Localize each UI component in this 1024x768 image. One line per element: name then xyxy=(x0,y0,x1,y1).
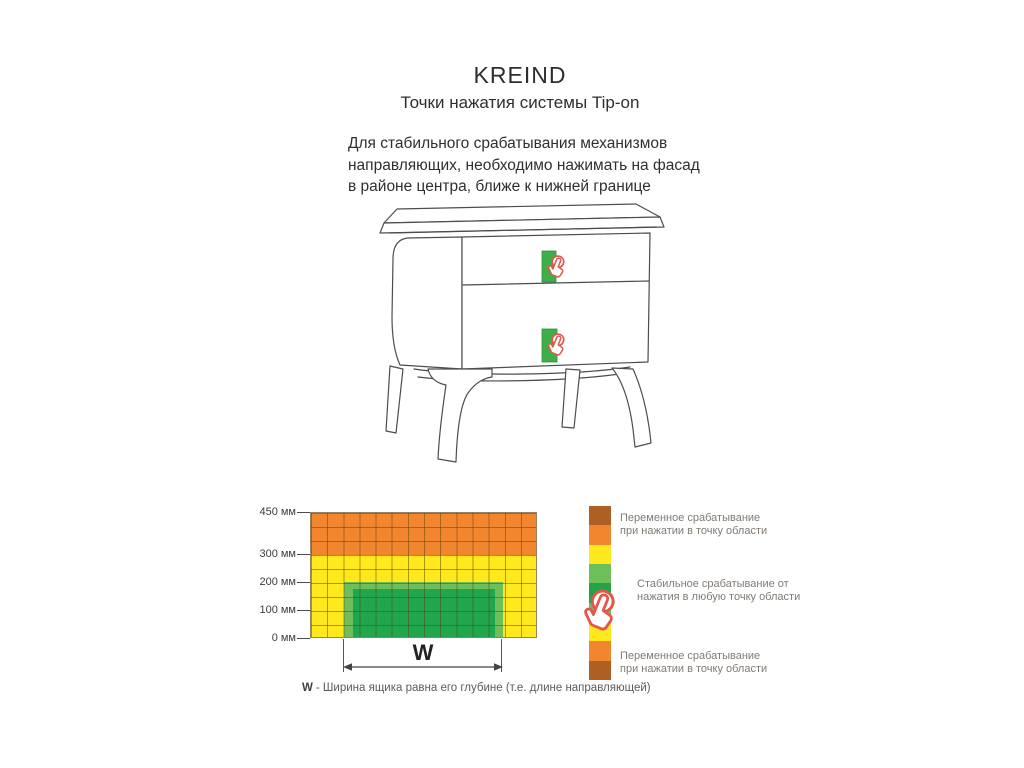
y-tick-100: 100 мм xyxy=(259,604,296,616)
grid-lines xyxy=(311,513,536,637)
tick-mark xyxy=(297,610,310,611)
tick-mark xyxy=(297,554,310,555)
y-tick-200: 200 мм xyxy=(259,576,296,588)
y-tick-0: 0 мм xyxy=(271,632,296,644)
y-tick-300: 300 мм xyxy=(259,548,296,560)
brand-title: KREIND xyxy=(473,62,567,88)
footnote-text: - Ширина ящика равна его глубине (т.е. длине направляющей) xyxy=(315,682,651,694)
legend-swatch xyxy=(589,641,611,660)
legend-swatch xyxy=(589,506,611,525)
footnote xyxy=(302,682,651,694)
legend-item-variable-bottom: Переменное срабатывание при нажатии в точку области xyxy=(620,650,768,675)
legend-swatch xyxy=(589,661,611,680)
tick-mark xyxy=(297,512,310,513)
page-subtitle: Точки нажатия системы Tip-on xyxy=(400,93,640,112)
legend-touch-hand-icon xyxy=(581,581,643,641)
dimension-arrow xyxy=(343,661,503,673)
legend-swatch xyxy=(589,525,611,544)
description-line: Для стабильного срабатывания механизмов xyxy=(348,135,668,152)
description-line: направляющих, необходимо нажимать на фасад xyxy=(348,156,700,174)
y-tick-450: 450 мм xyxy=(259,506,296,518)
press-zone-grid xyxy=(310,512,537,638)
legend-item-stable: Стабильное срабатывание от нажатия в любую точку области xyxy=(637,578,801,603)
legend-item-variable-top: Переменное срабатывание при нажатии в точку области xyxy=(620,512,768,537)
footnote-prefix: W xyxy=(302,682,313,694)
width-dimension-label: W xyxy=(412,640,434,665)
legend-swatch xyxy=(589,545,611,564)
description-line: в районе центра, ближе к нижней границе xyxy=(348,178,651,195)
tick-mark xyxy=(297,582,310,583)
nightstand-drawing xyxy=(378,197,668,472)
description-paragraph xyxy=(348,133,700,198)
tick-mark xyxy=(297,638,310,639)
